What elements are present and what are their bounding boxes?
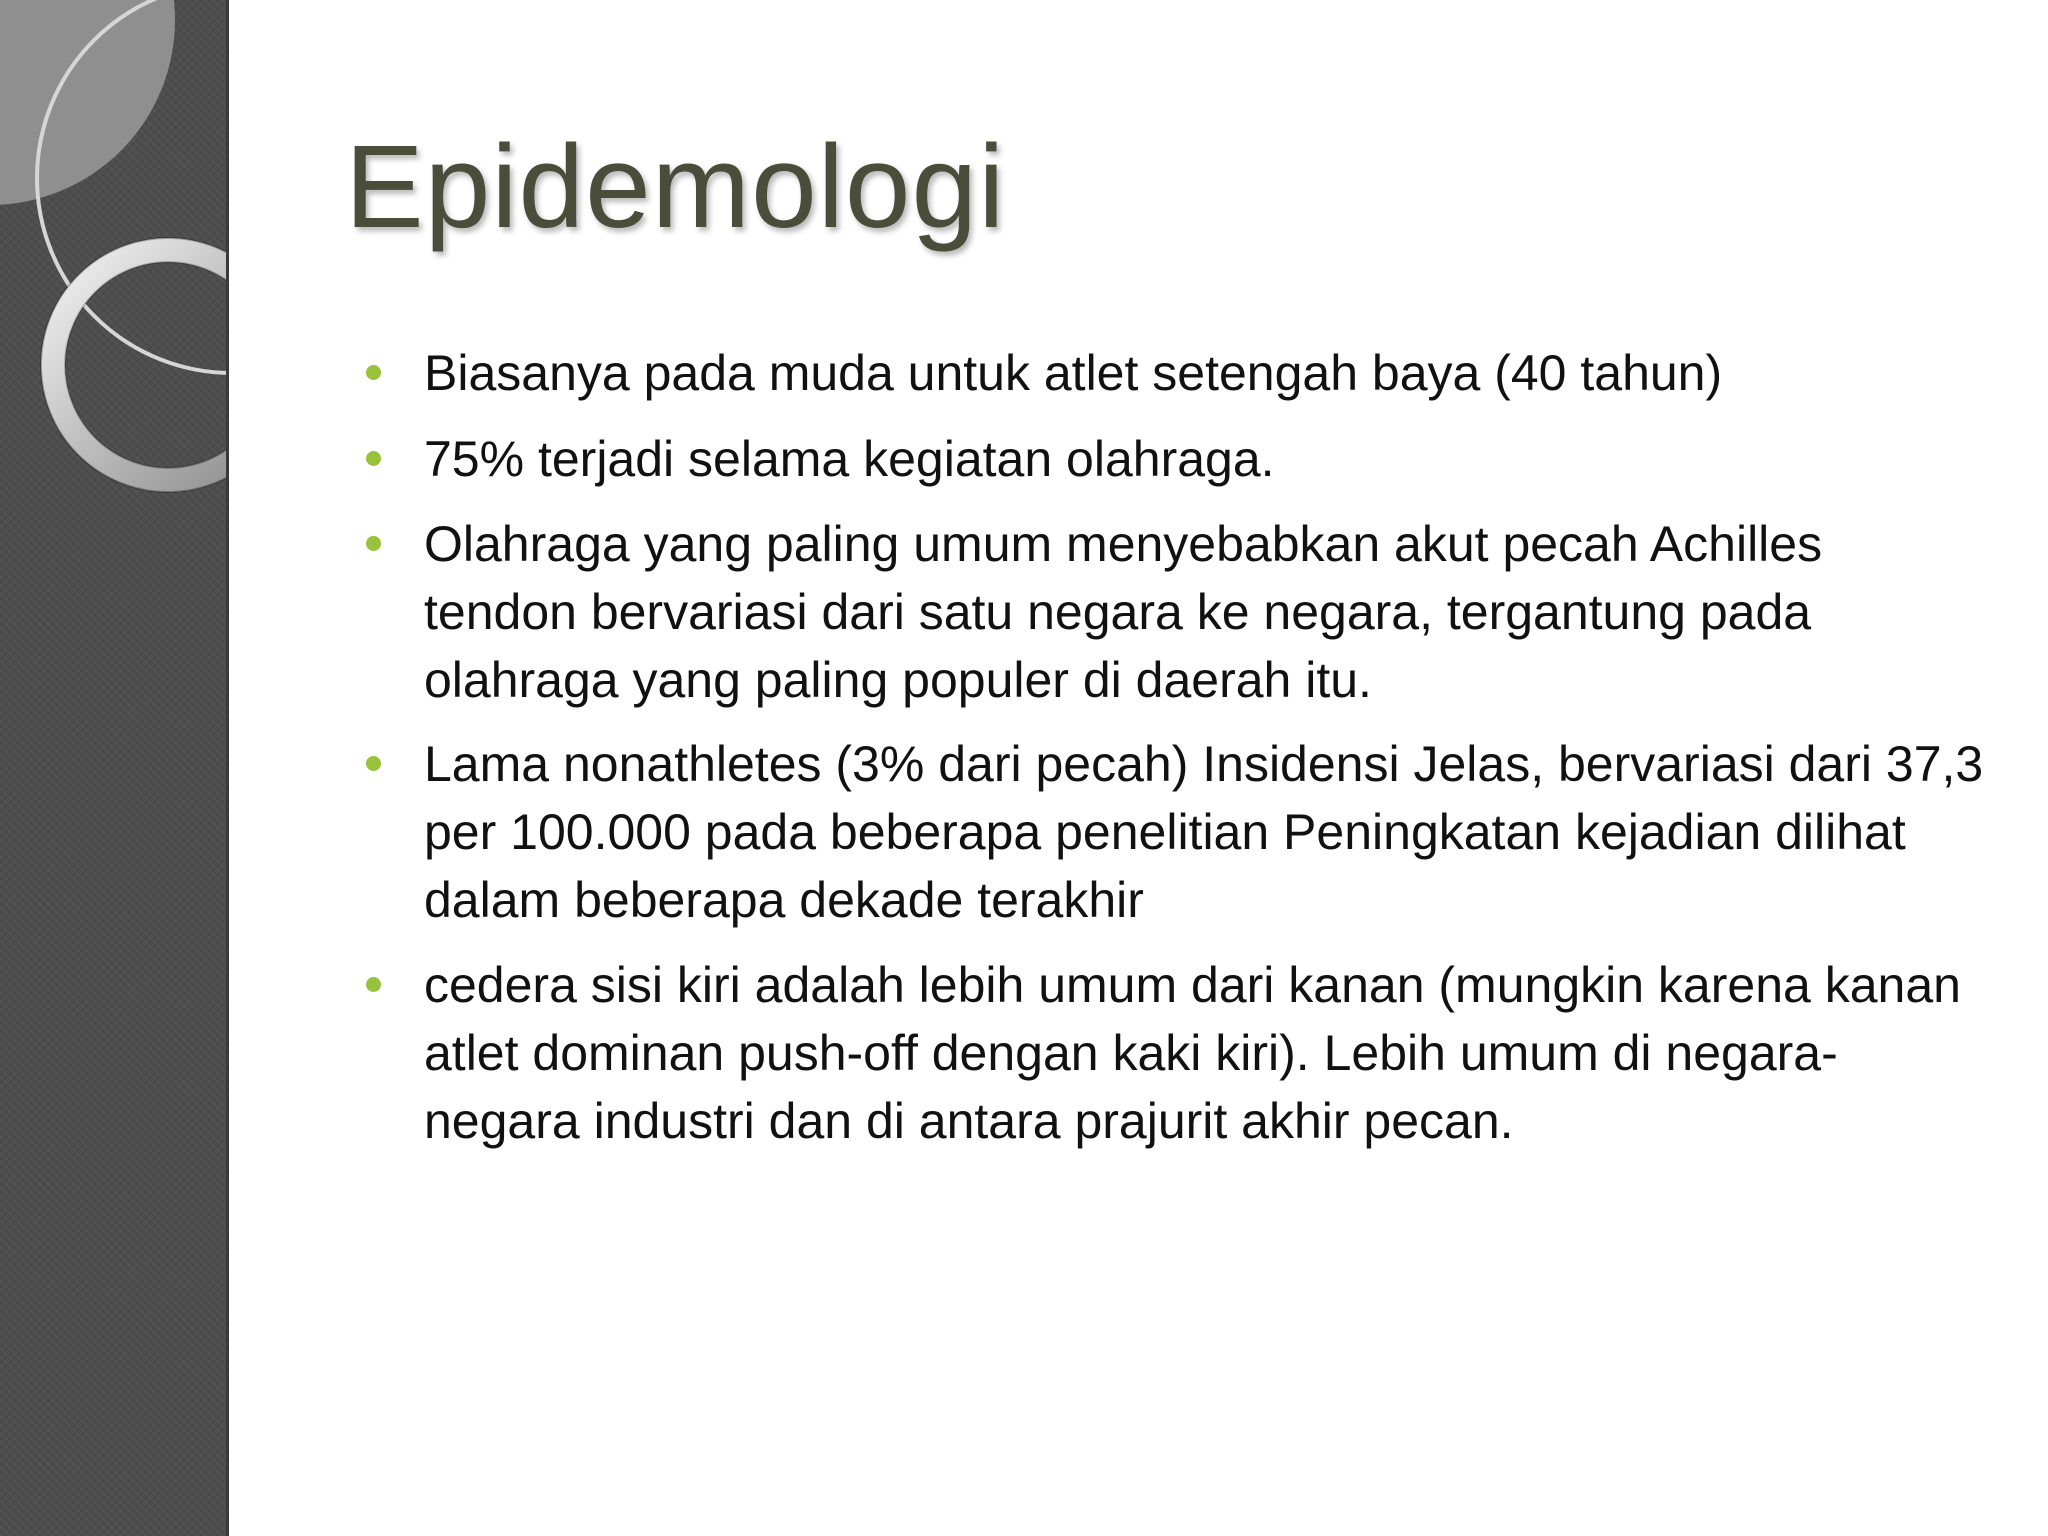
- bullet-text: 75% terjadi selama kegiatan olahraga.: [424, 431, 1275, 487]
- bullet-text: Biasanya pada muda untuk atlet setengah baya (40 tahun): [424, 345, 1723, 401]
- decor-thick-ring: [53, 250, 240, 480]
- bullet-dot-icon: [366, 451, 381, 466]
- bullet-text: Lama nonathletes (3% dari pecah) Insidensi Jelas, bervariasi dari 37,3 per 100.000 pada beberapa penelitian Peningkatan kejadian dilihat dalam beberapa dekade terakhir: [424, 736, 1984, 928]
- decor-ring-outline: [41, 238, 240, 492]
- bullet-dot-icon: [366, 365, 381, 380]
- bullet-dot-icon: [366, 977, 381, 992]
- bullet-text: cedera sisi kiri adalah lebih umum dari kanan (mungkin karena kanan atlet dominan push-off dengan kaki kiri). Lebih umum di negara-negara industri dan di antara prajurit akhir pecan.: [424, 957, 1961, 1149]
- bullet-text: Olahraga yang paling umum menyebabkan akut pecah Achilles tendon bervariasi dari satu negara ke negara, tergantung pada olahraga yang paling populer di daerah itu.: [424, 516, 1823, 708]
- slide-title: Epidemologi: [345, 121, 1006, 253]
- decor-disc: [0, 0, 175, 205]
- decorative-rings: [0, 0, 240, 500]
- bullet-dot-icon: [366, 756, 381, 771]
- side-panel-edge: [226, 0, 229, 1536]
- bullet-dot-icon: [366, 536, 381, 551]
